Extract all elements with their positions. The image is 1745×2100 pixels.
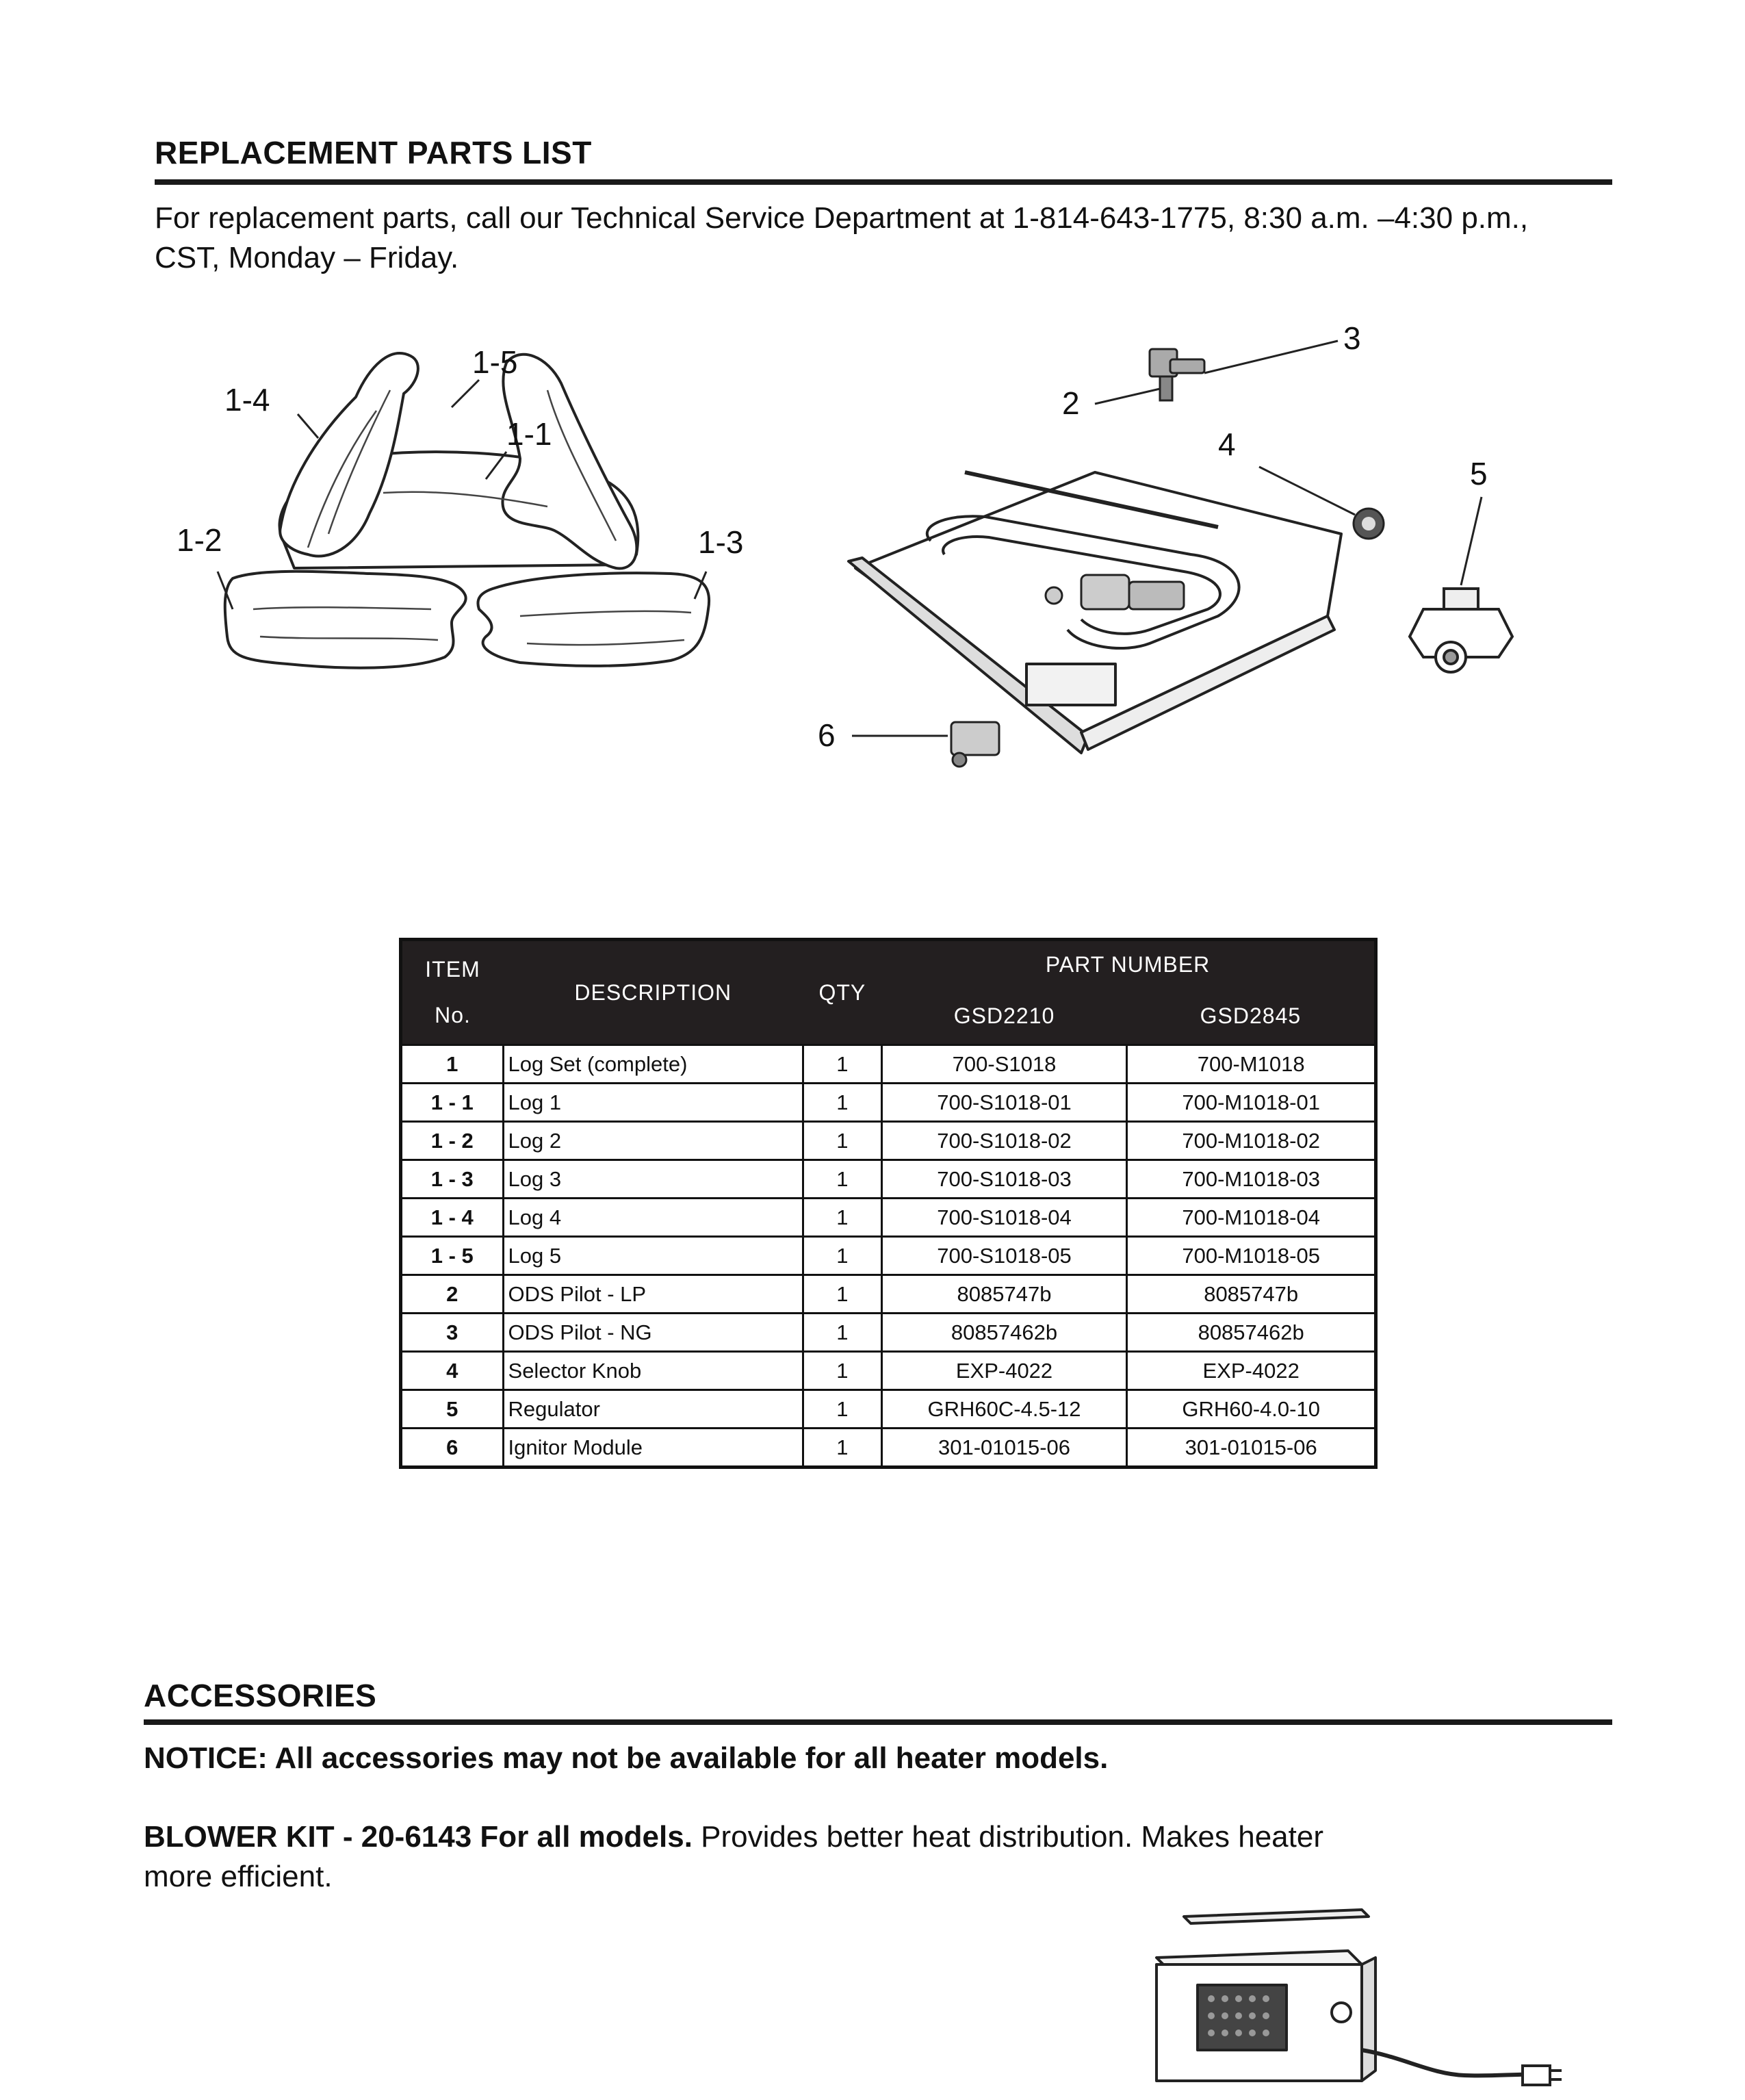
cell-qty: 1 [803, 1084, 882, 1122]
callout-3: 3 [1343, 320, 1361, 356]
cell-part-gsd2210: 700-S1018-04 [881, 1199, 1127, 1237]
cell-description: Log Set (complete) [503, 1045, 803, 1084]
cell-description: ODS Pilot - NG [503, 1314, 803, 1352]
cell-item: 2 [401, 1275, 504, 1314]
cell-part-gsd2210: 80857462b [881, 1314, 1127, 1352]
cell-description: Log 4 [503, 1199, 803, 1237]
callout-4: 4 [1218, 426, 1236, 462]
cell-part-gsd2210: 301-01015-06 [881, 1429, 1127, 1468]
header-model-gsd2845: GSD2845 [1127, 989, 1376, 1045]
callout-1-5: 1-5 [472, 344, 518, 380]
cell-part-gsd2845: GRH60-4.0-10 [1127, 1390, 1376, 1429]
cell-qty: 1 [803, 1122, 882, 1160]
table-row [401, 1275, 1376, 1314]
table-row [401, 1352, 1376, 1390]
cell-item: 5 [401, 1390, 504, 1429]
blower-kit-paragraph [144, 1817, 1444, 1857]
cell-part-gsd2845: 700-M1018-01 [1127, 1084, 1376, 1122]
cell-description: Ignitor Module [503, 1429, 803, 1468]
accessories-title: ACCESSORIES [144, 1678, 377, 1713]
header-description: DESCRIPTION [503, 940, 803, 1045]
cell-part-gsd2845: 700-M1018-05 [1127, 1237, 1376, 1275]
header-part-number: PART NUMBER [881, 940, 1375, 989]
cell-qty: 1 [803, 1237, 882, 1275]
table-row [401, 1429, 1376, 1468]
cell-part-gsd2210: 700-S1018-01 [881, 1084, 1127, 1122]
cell-part-gsd2845: EXP-4022 [1127, 1352, 1376, 1390]
cell-qty: 1 [803, 1352, 882, 1390]
cell-item: 1 - 4 [401, 1199, 504, 1237]
table-row [401, 1045, 1376, 1084]
callout-5: 5 [1470, 456, 1488, 491]
cell-qty: 1 [803, 1390, 882, 1429]
cell-part-gsd2845: 700-M1018 [1127, 1045, 1376, 1084]
callout-1-3: 1-3 [698, 524, 744, 560]
cell-part-gsd2845: 700-M1018-04 [1127, 1199, 1376, 1237]
callout-1-1: 1-1 [506, 416, 552, 452]
cell-part-gsd2210: 700-S1018-02 [881, 1122, 1127, 1160]
cell-part-gsd2210: EXP-4022 [881, 1352, 1127, 1390]
callout-1-4: 1-4 [224, 382, 270, 418]
table-row [401, 1390, 1376, 1429]
cell-qty: 1 [803, 1275, 882, 1314]
table-row [401, 1160, 1376, 1199]
burner-assembly-diagram [807, 308, 1615, 815]
parts-section-title: REPLACEMENT PARTS LIST [155, 135, 592, 170]
parts-intro-line2: CST, Monday – Friday. [155, 241, 459, 274]
header-qty: QTY [803, 940, 882, 1045]
cell-qty: 1 [803, 1199, 882, 1237]
parts-section-rule [155, 179, 1612, 185]
blower-kit-title: BLOWER KIT - 20-6143 For all models. [144, 1820, 693, 1854]
table-row [401, 1199, 1376, 1237]
blower-kit-illustration [1143, 1896, 1567, 2095]
cell-item: 1 - 2 [401, 1122, 504, 1160]
cell-description: Regulator [503, 1390, 803, 1429]
cell-qty: 1 [803, 1429, 882, 1468]
cell-description: Selector Knob [503, 1352, 803, 1390]
cell-item: 4 [401, 1352, 504, 1390]
cell-part-gsd2210: 700-S1018 [881, 1045, 1127, 1084]
header-model-gsd2210: GSD2210 [881, 989, 1127, 1045]
cell-item: 6 [401, 1429, 504, 1468]
cell-part-gsd2210: 700-S1018-03 [881, 1160, 1127, 1199]
table-row [401, 1237, 1376, 1275]
cell-part-gsd2845: 700-M1018-03 [1127, 1160, 1376, 1199]
cell-item: 1 [401, 1045, 504, 1084]
cell-description: ODS Pilot - LP [503, 1275, 803, 1314]
cell-part-gsd2845: 80857462b [1127, 1314, 1376, 1352]
blower-kit-text: Provides better heat distribution. Makes heater [692, 1820, 1323, 1854]
cell-part-gsd2845: 8085747b [1127, 1275, 1376, 1314]
cell-qty: 1 [803, 1160, 882, 1199]
table-row [401, 1122, 1376, 1160]
cell-item: 3 [401, 1314, 504, 1352]
cell-part-gsd2210: 700-S1018-05 [881, 1237, 1127, 1275]
cell-description: Log 3 [503, 1160, 803, 1199]
table-row [401, 1314, 1376, 1352]
callout-6: 6 [818, 717, 836, 753]
parts-intro-line1: For replacement parts, call our Technical Service Department at 1-814-643-1775, 8:30 a.m. –4:30 p.m., [155, 201, 1529, 235]
callout-2: 2 [1062, 385, 1080, 421]
cell-part-gsd2210: GRH60C-4.5-12 [881, 1390, 1127, 1429]
cell-item: 1 - 1 [401, 1084, 504, 1122]
table-row [401, 1084, 1376, 1122]
cell-item: 1 - 3 [401, 1160, 504, 1199]
cell-part-gsd2210: 8085747b [881, 1275, 1127, 1314]
cell-description: Log 2 [503, 1122, 803, 1160]
cell-description: Log 5 [503, 1237, 803, 1275]
callout-1-2: 1-2 [177, 522, 222, 558]
cell-qty: 1 [803, 1045, 882, 1084]
cell-part-gsd2845: 301-01015-06 [1127, 1429, 1376, 1468]
cell-item: 1 - 5 [401, 1237, 504, 1275]
cell-description: Log 1 [503, 1084, 803, 1122]
parts-table [399, 938, 1378, 1469]
accessories-notice: NOTICE: All accessories may not be available for all heater models. [144, 1741, 1109, 1775]
cell-qty: 1 [803, 1314, 882, 1352]
blower-kit-text-line2: more efficient. [144, 1860, 333, 1893]
cell-part-gsd2845: 700-M1018-02 [1127, 1122, 1376, 1160]
accessories-rule [144, 1719, 1612, 1725]
header-item: ITEM No. [401, 940, 504, 1045]
log-set-diagram [164, 335, 766, 678]
